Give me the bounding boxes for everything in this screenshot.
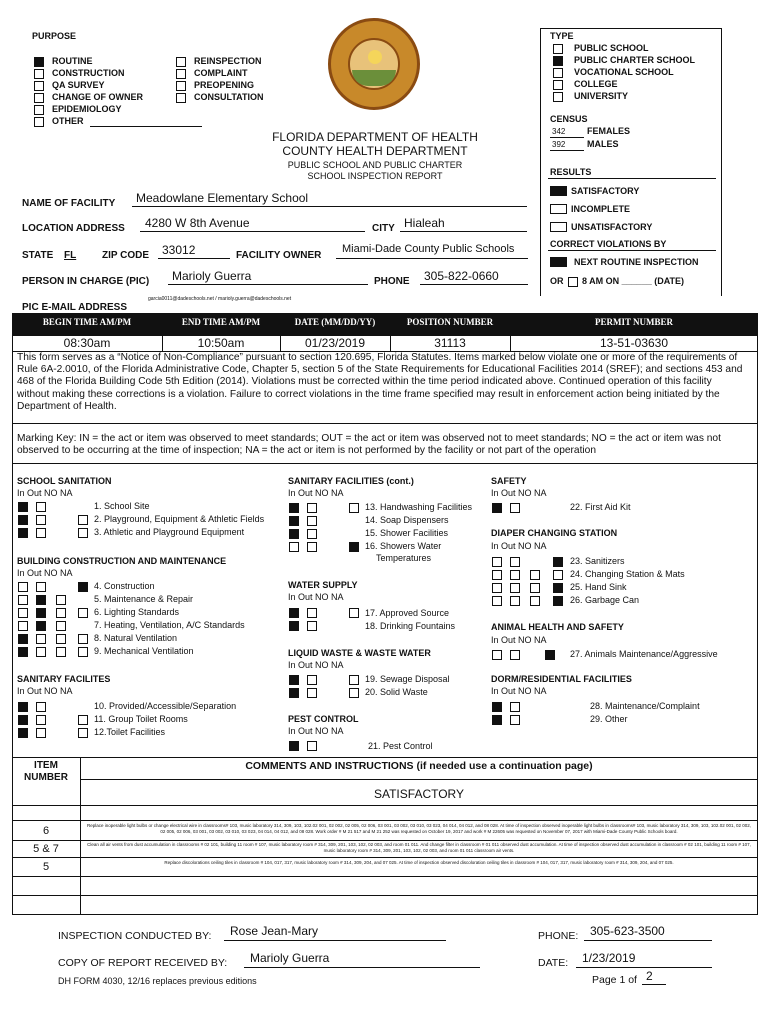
diaper-title: DIAPER CHANGING STATION (491, 528, 618, 538)
facility-owner-label: FACILITY OWNER (236, 250, 322, 261)
pest-control-title: PEST CONTROL (288, 714, 359, 724)
item-15-in[interactable] (289, 529, 299, 539)
phone-underline (420, 284, 528, 285)
comment-item-number: 5 (42, 861, 50, 873)
item-2-label: 2. Playground, Equipment & Athletic Fields (94, 514, 265, 524)
page-label: Page 1 of (592, 974, 637, 986)
col-headers: In Out NO NA (288, 488, 344, 498)
person-in-charge-underline (168, 284, 368, 285)
item-19-na[interactable] (349, 675, 359, 685)
item-22-out[interactable] (510, 503, 520, 513)
item-16-label: 16. Showers Water (365, 541, 442, 551)
item-8-label: 8. Natural Ventilation (94, 633, 178, 643)
agency-line-2: COUNTY HEALTH DEPARTMENT (282, 144, 468, 158)
item-header-line-2: NUMBER (24, 772, 68, 783)
permit-number-value[interactable]: 13-51-03630 (599, 336, 669, 350)
item-9-out[interactable] (36, 647, 46, 657)
item-27-in[interactable] (492, 650, 502, 660)
or-label: OR (550, 276, 564, 286)
facility-owner-underline (336, 258, 528, 259)
item-5-no[interactable] (56, 595, 66, 605)
purpose-option-label: ROUTINE (52, 56, 93, 66)
type-title: TYPE (550, 31, 574, 41)
comment-row-divider (12, 876, 758, 877)
city-underline (400, 231, 527, 232)
item-4-out[interactable] (36, 582, 46, 592)
item-27-out[interactable] (510, 650, 520, 660)
page-total-underline (642, 984, 666, 985)
col-headers: In Out NO NA (17, 568, 73, 578)
item-4-na[interactable] (78, 582, 88, 592)
item-7-out[interactable] (36, 621, 46, 631)
received-date-value[interactable]: 1/23/2019 (582, 951, 636, 965)
item-6-out[interactable] (36, 608, 46, 618)
item-27-na[interactable] (545, 650, 555, 660)
item-13-out[interactable] (307, 503, 317, 513)
item-number-header (12, 760, 80, 784)
item-21-label: 21. Pest Control (368, 741, 433, 751)
begin-time-header: BEGIN TIME AM/PM (42, 317, 132, 327)
date-value[interactable]: 01/23/2019 (304, 336, 366, 350)
item-25-no[interactable] (530, 583, 540, 593)
city-label: CITY (372, 223, 395, 234)
item-2-out[interactable] (36, 515, 46, 525)
col-headers: In Out NO NA (17, 686, 73, 696)
reinspection-checkbox[interactable] (176, 57, 186, 67)
facility-name-label: NAME OF FACILITY (22, 198, 116, 209)
item-18-label: 18. Drinking Fountains (365, 621, 456, 631)
item-26-out[interactable] (510, 596, 520, 606)
item-2-na[interactable] (78, 515, 88, 525)
item-15-out[interactable] (307, 529, 317, 539)
marking-key: Marking Key: IN = the act or item was observed to meet standards; OUT = the act or item was observed not to meet standards; NO = the act or item was not observed to be occurring at the time of inspection; NA = the act or item is not performed by the facility or not part of the operation (17, 433, 721, 457)
item-24-no[interactable] (530, 570, 540, 580)
liquid-waste-title: LIQUID WASTE & WASTE WATER (288, 648, 431, 658)
item-7-no[interactable] (56, 621, 66, 631)
item-17-na[interactable] (349, 608, 359, 618)
results-option-label: INCOMPLETE (571, 204, 631, 214)
pic-email-label: PIC E-MAIL ADDRESS (22, 302, 128, 313)
type-option-label: PUBLIC CHARTER SCHOOL (574, 55, 695, 65)
item-12-label: 12.Toilet Facilities (94, 727, 166, 737)
comment-item-number: 6 (42, 825, 50, 837)
purpose-option-label: OTHER (52, 116, 84, 126)
date-header: DATE (MM/DD/YY) (294, 317, 376, 327)
report-line-1: PUBLIC SCHOOL AND PUBLIC CHARTER (287, 160, 463, 170)
census-males-value: 392 (552, 140, 566, 149)
item-20-out[interactable] (307, 688, 317, 698)
person-in-charge-value[interactable]: Marioly Guerra (172, 269, 252, 283)
item-13-na[interactable] (349, 503, 359, 513)
item-5-in[interactable] (18, 595, 28, 605)
item-6-na[interactable] (78, 608, 88, 618)
school-sanitation-title: SCHOOL SANITATION (17, 476, 112, 486)
item-7-in[interactable] (18, 621, 28, 631)
item-20-na[interactable] (349, 688, 359, 698)
comment-text: Clean all air vents from dust accumulation in classrooms # 02 101, building 11 room # 107, music laboratory room # 314, 309, 201, 103, 102, 02 003, and room 01 011. And change filter in classroom # 01 011 observed dust accumulation. At time of inspection observed dust accumulation in classroom # 02 101, building 11 room # 107, music laboratory room # 314, 309, 201, 103, 102, 02 003, and room 01 011 classroom air vents. (87, 842, 751, 853)
purpose-option-label: CONSTRUCTION (52, 68, 125, 78)
item-27-label: 27. Animals Maintenance/Aggressive (570, 649, 718, 659)
building-title: BUILDING CONSTRUCTION AND MAINTENANCE (17, 556, 227, 566)
city-value[interactable]: Hialeah (404, 216, 445, 230)
dorm-title: DORM/RESIDENTIAL FACILITIES (491, 674, 632, 684)
item-1-out[interactable] (36, 502, 46, 512)
item-13-label: 13. Handwashing Facilities (365, 502, 473, 512)
state-value[interactable]: FL (64, 250, 77, 261)
census-males-label: MALES (587, 139, 619, 149)
item-9-no[interactable] (56, 647, 66, 657)
position-number-header: POSITION NUMBER (406, 317, 494, 327)
notice-paragraph: This form serves as a “Notice of Non-Compliance” pursuant to section 120.695, Florida Statutes. Items marked below violate one or more of the requirements of Rule 6A-2.0010, of the Florida Administrative Code, Chapter 5, section 5 of the State Requirements for Educational Facilities 2014 (SREF); and sections 453 and 468 of the Florida Building Code 5th Edition (2014). Violations must be corrected within the time period indicated above. Continued operation of this facility without making these corrections is a violation. Failure to correct violations in the time frame specified may result in enforcement action being initiated by the Department of Health. (17, 352, 743, 412)
col-headers: In Out NO NA (491, 488, 547, 498)
comment-row-divider (12, 805, 758, 806)
comments-header: COMMENTS AND INSTRUCTIONS (if needed use a continuation page) (245, 760, 593, 772)
purpose-option-label: PREOPENING (194, 80, 255, 90)
end-time-header: END TIME AM/PM (181, 317, 261, 327)
copy-received-underline (244, 967, 480, 968)
item-5-label: 5. Maintenance & Repair (94, 594, 194, 604)
zip-code-label: ZIP CODE (102, 250, 150, 261)
item-25-in[interactable] (492, 583, 502, 593)
florida-state-seal-icon (328, 18, 420, 110)
animal-title: ANIMAL HEALTH AND SAFETY (491, 622, 624, 632)
item-14-out[interactable] (307, 516, 317, 526)
type-option-label: COLLEGE (574, 79, 618, 89)
item-13-in[interactable] (289, 503, 299, 513)
item-8-na[interactable] (78, 634, 88, 644)
comments-column-divider (80, 757, 81, 915)
item-22-label: 22. First Aid Kit (570, 502, 631, 512)
item-3-in[interactable] (18, 528, 28, 538)
phone-label: PHONE (374, 276, 410, 287)
col-headers: In Out NO NA (491, 635, 547, 645)
qa-survey-checkbox[interactable] (34, 81, 44, 91)
form-number: DH FORM 4030, 12/16 replaces previous editions (58, 976, 257, 986)
col-headers: In Out NO NA (491, 541, 547, 551)
marking-key-divider (12, 463, 758, 464)
other-checkbox[interactable] (34, 117, 44, 127)
item-3-na[interactable] (78, 528, 88, 538)
item-3-out[interactable] (36, 528, 46, 538)
item-23-out[interactable] (510, 557, 520, 567)
item-4-in[interactable] (18, 582, 28, 592)
item-9-na[interactable] (78, 647, 88, 657)
item-22-in[interactable] (492, 503, 502, 513)
col-headers: In Out NO NA (288, 726, 344, 736)
agency-line-1: FLORIDA DEPARTMENT OF HEALTH (272, 130, 478, 144)
phone-value[interactable]: 305-822-0660 (424, 269, 499, 283)
item-3-label: 3. Athletic and Playground Equipment (94, 527, 245, 537)
comments-top-divider (12, 757, 758, 758)
item-25-out[interactable] (510, 583, 520, 593)
correct-violations-label: CORRECT VIOLATIONS BY (550, 239, 667, 249)
conducted-by-label: INSPECTION CONDUCTED BY: (58, 930, 212, 942)
item-8-in[interactable] (18, 634, 28, 644)
item-18-out[interactable] (307, 621, 317, 631)
item-25-na[interactable] (553, 583, 563, 593)
other-underline (90, 126, 202, 127)
census-females-value: 342 (552, 127, 566, 136)
page-total: 2 (646, 969, 653, 983)
purpose-option-label: CONSULTATION (194, 92, 264, 102)
item-16-label-cont: Temperatures (376, 553, 432, 563)
comment-item-number: 5 & 7 (33, 843, 59, 855)
type-option-label: PUBLIC SCHOOL (574, 43, 649, 53)
item-28-out[interactable] (510, 702, 520, 712)
item-9-in[interactable] (18, 647, 28, 657)
census-title: CENSUS (550, 114, 588, 124)
item-26-label: 26. Garbage Can (570, 595, 640, 605)
item-29-out[interactable] (510, 715, 520, 725)
item-24-out[interactable] (510, 570, 520, 580)
item-19-out[interactable] (307, 675, 317, 685)
results-option-label: UNSATISFACTORY (571, 222, 653, 232)
zip-code-value[interactable]: 33012 (162, 243, 196, 257)
consultation-checkbox[interactable] (176, 93, 186, 103)
person-in-charge-label: PERSON IN CHARGE (PIC) (22, 276, 150, 287)
conducted-by-value[interactable]: Rose Jean-Mary (230, 924, 319, 938)
col-headers: In Out NO NA (288, 592, 344, 602)
item-23-na[interactable] (553, 557, 563, 567)
item-6-in[interactable] (18, 608, 28, 618)
comment-row-divider (12, 857, 758, 858)
item-24-label: 24. Changing Station & Mats (570, 569, 685, 579)
item-8-no[interactable] (56, 634, 66, 644)
item-26-na[interactable] (553, 596, 563, 606)
item-28-in[interactable] (492, 702, 502, 712)
item-10-label: 10. Provided/Accessible/Separation (94, 701, 237, 711)
item-10-in[interactable] (18, 702, 28, 712)
location-address-value[interactable]: 4280 W 8th Avenue (145, 216, 250, 230)
routine-checkbox[interactable] (34, 57, 44, 67)
sanitary-cont-title: SANITARY FACILITIES (cont.) (288, 476, 414, 486)
purpose-option-label: REINSPECTION (194, 56, 262, 66)
comment-row-divider (12, 895, 758, 896)
item-16-out[interactable] (307, 542, 317, 552)
facility-owner-value[interactable]: Miami-Dade County Public Schools (342, 243, 515, 255)
comment-text: Replace discolorations ceiling tiles in classroom # 104, 017, 317, music laboratory room # 314, 309, 204, and 07 025. At time of inspection observed discoloration ceiling tiles in classroom # 104, 017, 317, music laboratory room # 314, 309, 204, and 07 025. (164, 860, 674, 865)
permit-number-header: PERMIT NUMBER (594, 317, 674, 327)
zip-code-underline (158, 258, 230, 259)
inspector-phone-label: PHONE: (538, 930, 579, 942)
item-26-in[interactable] (492, 596, 502, 606)
notice-divider (12, 423, 758, 424)
safety-title: SAFETY (491, 476, 527, 486)
position-number-value[interactable]: 31113 (434, 336, 466, 350)
inspector-phone-underline (584, 940, 712, 941)
item-21-out[interactable] (307, 741, 317, 751)
location-address-underline (140, 231, 365, 232)
item-14-label: 14. Soap Dispensers (365, 515, 449, 525)
item-header-line-1: ITEM (34, 760, 58, 771)
item-2-in[interactable] (18, 515, 28, 525)
item-17-in[interactable] (289, 608, 299, 618)
purpose-option-label: COMPLAINT (194, 68, 248, 78)
location-address-label: LOCATION ADDRESS (22, 223, 125, 234)
col-headers: In Out NO NA (17, 488, 73, 498)
received-date-underline (576, 967, 712, 968)
state-label: STATE (22, 250, 54, 261)
change-of-owner-checkbox[interactable] (34, 93, 44, 103)
comment-text: Replace inoperable light bulbs or change electrical wire in classrooms# 103, music laboratory 314, 309, 103, 102.02 001, 02 002, 02 005, 02 006, 03 001, 03 002, 03 010, 03 023, 04 014, 04 012, and 08 028. At time of inspection observed inoperable light bulbs in classrooms# 103, music laboratory 314, 309, 103, 102.02 001, 02 002, 02 005, 02 006, 03 001, 03 002, 03 010, 03 023, 04 014, 04 012, and 08 028. Work order # M 21 517 and M 21 252 was requested on October 19, 2017 and work # M 22605 was requested on November 07, 2017 with Miami-Dade County Public Schools board. (87, 823, 751, 834)
item-18-in[interactable] (289, 621, 299, 631)
end-time-value[interactable]: 10:50am (197, 336, 245, 350)
item-23-in[interactable] (492, 557, 502, 567)
comments-header-divider (80, 779, 758, 780)
pic-email-value[interactable]: garcia0011@dadeschools.net / marioly.guerra@dadeschools.net (148, 296, 292, 302)
item-17-label: 17. Approved Source (365, 608, 450, 618)
item-24-na[interactable] (553, 570, 563, 580)
received-date-label: DATE: (538, 957, 569, 969)
item-21-in[interactable] (289, 741, 299, 751)
satisfactory-comment: SATISFACTORY (373, 787, 465, 801)
item-26-no[interactable] (530, 596, 540, 606)
item-28-label: 28. Maintenance/Complaint (590, 701, 700, 711)
item-19-label: 19. Sewage Disposal (365, 674, 450, 684)
facility-name-underline (132, 206, 527, 207)
item-15-label: 15. Shower Facilities (365, 528, 449, 538)
item-12-in[interactable] (18, 728, 28, 738)
item-6-label: 6. Lighting Standards (94, 607, 180, 617)
item-11-label: 11. Group Toilet Rooms (94, 714, 188, 724)
copy-received-label: COPY OF REPORT RECEIVED BY: (58, 957, 228, 969)
item-11-in[interactable] (18, 715, 28, 725)
col-headers: In Out NO NA (288, 660, 344, 670)
item-9-label: 9. Mechanical Ventilation (94, 646, 194, 656)
epidemiology-checkbox[interactable] (34, 105, 44, 115)
preopening-checkbox[interactable] (176, 81, 186, 91)
item-24-in[interactable] (492, 570, 502, 580)
purpose-option-label: EPIDEMIOLOGY (52, 104, 122, 114)
item-20-label: 20. Solid Waste (365, 687, 428, 697)
item-23-label: 23. Sanitizers (570, 556, 625, 566)
construction-checkbox[interactable] (34, 69, 44, 79)
item-16-in[interactable] (289, 542, 299, 552)
item-29-in[interactable] (492, 715, 502, 725)
next-routine-label: NEXT ROUTINE INSPECTION (574, 257, 699, 267)
am-on-label: 8 AM ON ______ (DATE) (582, 276, 685, 286)
census-females-label: FEMALES (587, 126, 631, 136)
item-19-in[interactable] (289, 675, 299, 685)
purpose-option-label: CHANGE OF OWNER (52, 92, 143, 102)
type-option-label: VOCATIONAL SCHOOL (574, 67, 674, 77)
item-17-out[interactable] (307, 608, 317, 618)
item-25-label: 25. Hand Sink (570, 582, 627, 592)
item-8-out[interactable] (36, 634, 46, 644)
item-1-label: 1. School Site (94, 501, 150, 511)
item-11-na[interactable] (78, 715, 88, 725)
results-title: RESULTS (550, 167, 592, 177)
item-14-in[interactable] (289, 516, 299, 526)
sanitary-facilities-title: SANITARY FACILITES (17, 674, 111, 684)
water-supply-title: WATER SUPPLY (288, 580, 358, 590)
conducted-by-underline (224, 940, 446, 941)
item-6-no[interactable] (56, 608, 66, 618)
item-5-out[interactable] (36, 595, 46, 605)
inspector-phone-value[interactable]: 305-623-3500 (590, 924, 665, 938)
comment-row-divider (12, 840, 758, 841)
type-box-frame (540, 28, 722, 296)
item-29-label: 29. Other (590, 714, 628, 724)
item-4-label: 4. Construction (94, 581, 155, 591)
facility-name-value[interactable]: Meadowlane Elementary School (136, 191, 309, 205)
item-12-na[interactable] (78, 728, 88, 738)
begin-time-value[interactable]: 08:30am (63, 336, 111, 350)
item-11-out[interactable] (36, 715, 46, 725)
complaint-checkbox[interactable] (176, 69, 186, 79)
item-10-out[interactable] (36, 702, 46, 712)
purpose-title: PURPOSE (32, 31, 77, 41)
copy-received-value[interactable]: Marioly Guerra (250, 951, 330, 965)
item-20-in[interactable] (289, 688, 299, 698)
comment-row-divider (12, 820, 758, 821)
type-option-label: UNIVERSITY (574, 91, 629, 101)
item-12-out[interactable] (36, 728, 46, 738)
results-option-label: SATISFACTORY (571, 186, 640, 196)
item-1-in[interactable] (18, 502, 28, 512)
item-7-label: 7. Heating, Ventilation, A/C Standards (94, 620, 245, 630)
report-line-2: SCHOOL INSPECTION REPORT (307, 171, 443, 181)
purpose-option-label: QA SURVEY (52, 80, 105, 90)
col-headers: In Out NO NA (491, 686, 547, 696)
item-16-na[interactable] (349, 542, 359, 552)
